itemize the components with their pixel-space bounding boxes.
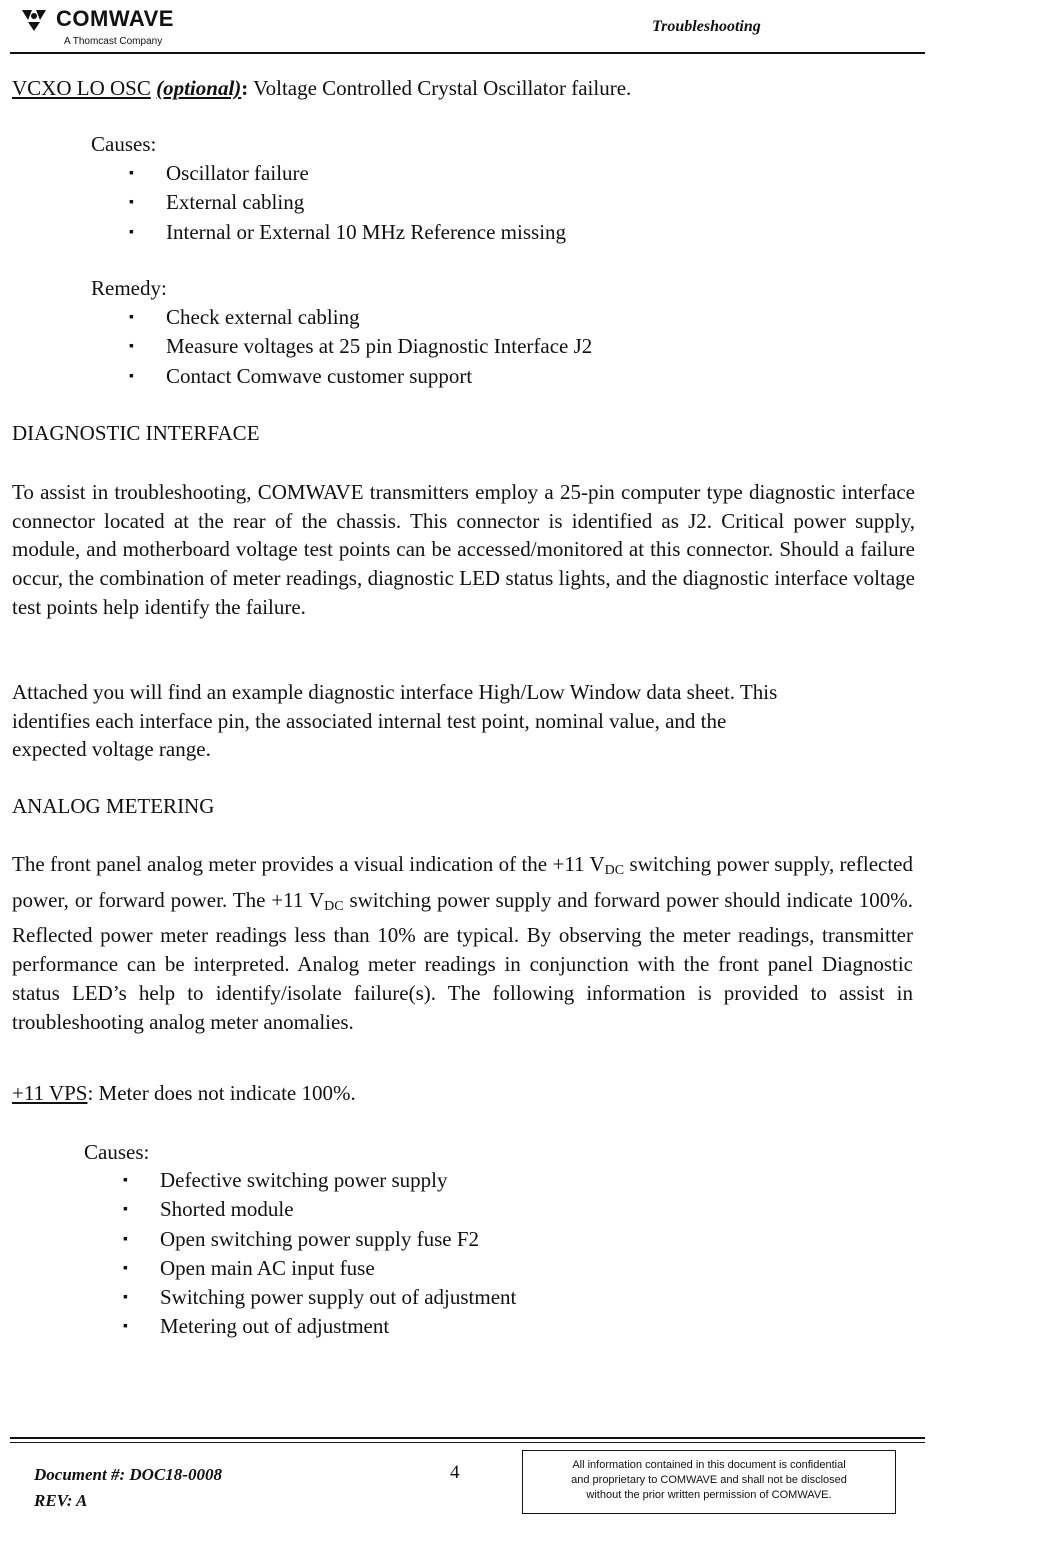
bullet-icon: ▪ bbox=[129, 368, 134, 384]
vps-desc: : Meter does not indicate 100%. bbox=[87, 1081, 356, 1105]
bullet-icon: ▪ bbox=[123, 1231, 128, 1247]
brand-name: COMWAVE bbox=[56, 6, 174, 31]
document-revision: REV: A bbox=[34, 1491, 88, 1510]
document-number: Document #: DOC18-0008 bbox=[34, 1465, 222, 1484]
vcxo-remedy-list bbox=[129, 303, 593, 391]
list-item: ▪ Switching power supply out of adjustment bbox=[160, 1283, 516, 1312]
list-item: ▪ Measure voltages at 25 pin Diagnostic Interface J2 bbox=[166, 332, 592, 361]
comwave-logo-icon bbox=[20, 6, 48, 32]
bullet-icon: ▪ bbox=[123, 1319, 128, 1335]
list-item: ▪ Contact Comwave customer support bbox=[166, 362, 592, 391]
bullet-icon: ▪ bbox=[123, 1290, 128, 1306]
vcxo-term: VCXO LO OSC bbox=[12, 76, 151, 100]
vcxo-remedy-label: Remedy: bbox=[91, 276, 167, 300]
list-item: ▪ Shorted module bbox=[160, 1195, 516, 1224]
analog-paragraph: The front panel analog meter provides a visual indication of the +11 $V_{DC}$ switching power supply, reflected power, or forward power. The +11 $V_{DC}$ switching power supply and forward power should indicate 100%. Reflected power meter readings less than 10% are typical. By observing the meter readings, transmitter performance can be interpreted. Analog meter readings in conjunction with the front panel Diagnostic status LED’s help to identify/isolate failure(s). The following information is provided to assist in troubleshooting analog meter anomalies. bbox=[12, 852, 913, 1034]
footer-rule-thin bbox=[10, 1442, 925, 1443]
section-title: Troubleshooting bbox=[652, 18, 761, 35]
list-item: ▪ Oscillator failure bbox=[166, 159, 566, 188]
diag-paragraph-2: Attached you will find an example diagnostic interface High/Low Window data sheet. This identifies each interface pin, the associated internal test point, nominal value, and the expected voltage range. bbox=[12, 680, 778, 762]
bullet-icon: ▪ bbox=[129, 339, 134, 355]
list-item: ▪ Metering out of adjustment bbox=[160, 1312, 516, 1341]
bullet-icon: ▪ bbox=[129, 310, 134, 325]
vcxo-heading bbox=[12, 74, 631, 103]
brand-logo bbox=[20, 4, 220, 50]
page-number: 4 bbox=[450, 1462, 460, 1483]
vps-heading bbox=[12, 1079, 356, 1108]
diag-paragraph-1: To assist in troubleshooting, COMWAVE transmitters employ a 25-pin computer type diagnostic interface connector located at the rear of the chassis. This connector is identified as J2. Critical power supply, module, and motherboard voltage test points can be accessed/monitored at this connector. Should a failure occur, the combination of meter readings, diagnostic LED status lights, and the diagnostic interface voltage test points help identify the failure. bbox=[12, 480, 915, 619]
vps-causes-label: Causes: bbox=[84, 1140, 150, 1164]
vcxo-causes-list bbox=[129, 159, 567, 247]
list-item: ▪ Defective switching power supply bbox=[160, 1166, 516, 1195]
vps-term: +11 VPS bbox=[12, 1081, 88, 1105]
brand-subtitle: A Thomcast Company bbox=[64, 36, 163, 47]
vcxo-optional: (optional) bbox=[156, 76, 242, 100]
header-rule bbox=[10, 52, 925, 54]
list-item: ▪ Open main AC input fuse bbox=[160, 1254, 516, 1283]
list-item: ▪ Internal or External 10 MHz Reference missing bbox=[166, 218, 566, 247]
bullet-icon: ▪ bbox=[123, 1173, 128, 1188]
bullet-icon: ▪ bbox=[123, 1260, 128, 1276]
footer-rule bbox=[10, 1437, 925, 1439]
list-item: ▪ External cabling bbox=[166, 188, 566, 217]
vcxo-colon: : bbox=[241, 76, 249, 100]
bullet-icon: ▪ bbox=[129, 195, 134, 211]
diag-heading: DIAGNOSTIC INTERFACE bbox=[12, 421, 260, 445]
vcxo-causes-label: Causes: bbox=[91, 132, 157, 156]
vcxo-desc: Voltage Controlled Crystal Oscillator failure. bbox=[248, 76, 632, 100]
confidentiality-notice: All information contained in this document is confidential and proprietary to COMWAVE and shall not be disclosed without the prior written permission of COMWAVE. bbox=[522, 1450, 896, 1514]
document-info bbox=[34, 1462, 222, 1514]
list-item: ▪ Check external cabling bbox=[166, 303, 592, 332]
list-item: ▪ Open switching power supply fuse F2 bbox=[160, 1225, 516, 1254]
vps-causes-list bbox=[123, 1166, 517, 1342]
bullet-icon: ▪ bbox=[123, 1202, 128, 1218]
analog-heading: ANALOG METERING bbox=[12, 794, 215, 818]
bullet-icon: ▪ bbox=[129, 166, 134, 181]
bullet-icon: ▪ bbox=[129, 224, 134, 240]
